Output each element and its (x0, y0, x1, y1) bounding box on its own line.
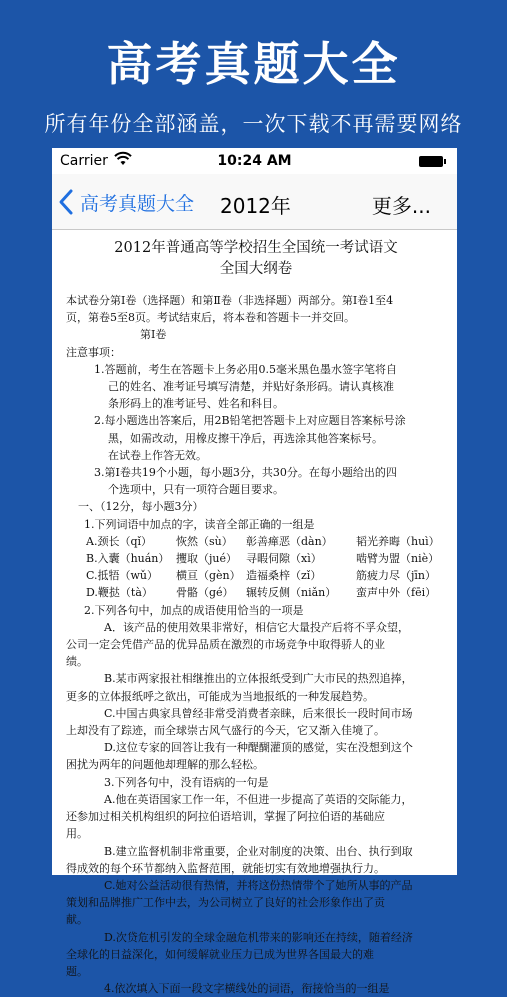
option-text: 攫取（jué） (176, 552, 238, 566)
back-button[interactable] (58, 184, 194, 220)
option-text: 寻暇伺隙（xì） (246, 552, 322, 566)
option-text: 彰善瘅恶（dàn） (246, 534, 333, 548)
document-line: C.她对公益活动很有热情，并将这份热情带个了她所从事的产品 (104, 878, 413, 892)
document-line: 己的姓名、准考证号填写清楚，并贴好条形码。请认真核准 (108, 380, 394, 394)
document-line: 第Ⅰ卷 (140, 328, 167, 342)
document-line: 注意事项： (66, 345, 121, 359)
document-line: 1.答题前，考生在答题卡上务必用0.5毫米黑色墨水签字笔将自 (94, 362, 397, 376)
option-text: 横亘（gèn） (176, 569, 241, 583)
document-line: 一、（12分，每小题3分） (78, 500, 204, 514)
document-line: 全球化的日益深化，如何缓解就业压力已成为世界各国最大的难 (66, 947, 374, 961)
option-text: 筋疲力尽（jīn） (356, 569, 437, 583)
document-line: 题。 (66, 964, 88, 978)
document-line: 4.依次填入下面一段文字横线处的词语，衔接恰当的一组是 (104, 982, 390, 996)
option-text: 辗转反侧（niǎn） (246, 586, 337, 600)
document-line: 用。 (66, 827, 88, 841)
document-line: 2.每小题选出答案后，用2B铅笔把答题卡上对应题目答案标号涂 (94, 414, 406, 428)
document-line: 策划和品牌推广工作中去，为公司树立了良好的社会形象作出了贡 (66, 896, 385, 910)
document-line: 本试卷分第Ⅰ卷（选择题）和第Ⅱ卷（非选择题）两部分。第Ⅰ卷1至4 (66, 294, 394, 307)
option-row (66, 533, 446, 550)
document-line: 还参加过相关机构组织的阿拉伯语培训，掌握了阿拉伯语的基础应 (66, 810, 385, 824)
document-line: B.某市两家报社相继推出的立体报纸受到广大市民的热烈追捧， (104, 672, 413, 686)
option-text: 啮臂为盟（niè） (356, 552, 440, 566)
document-line: 困扰为两年的问题他却理解的那么轻松。 (66, 758, 264, 772)
option-text: C.抵牾（wǔ） (86, 569, 159, 583)
option-text: 恢然（sù） (176, 534, 233, 548)
phone-screen (52, 148, 457, 996)
chevron-left-icon (58, 189, 74, 215)
document-line: 得成效的每个环节都纳入监督范围，就能切实有效地增强执行力。 (66, 861, 385, 875)
option-row (66, 550, 446, 567)
document-line: D.这位专家的回答让我有一种醍醐灌顶的感觉，实在没想到这个 (104, 741, 413, 755)
more-button[interactable]: 更多... (371, 194, 431, 218)
carrier-label: Carrier (60, 153, 108, 169)
document-title: 2012年普通高等学校招生全国统一考试语文 (114, 240, 398, 256)
option-text: A.颈长（qǐ） (86, 534, 152, 548)
document-line: 黑，如需改动，用橡皮擦干净后，再选涂其他答案标号。 (108, 431, 383, 445)
option-text: 造福桑梓（zǐ） (246, 569, 322, 583)
document-line: A.他在英语国家工作一年，不但进一步提高了英语的交际能力， (104, 792, 413, 806)
document-line: 献。 (66, 913, 88, 927)
option-text: D.鞭挞（tà） (86, 586, 153, 600)
option-text: 骨骼（gé） (176, 586, 234, 600)
document-line: B.建立监督机制非常重要，企业对制度的决策、出台、执行到取 (104, 844, 413, 858)
document-line: 2.下列各句中，加点的成语使用恰当的一项是 (84, 603, 304, 617)
document-line: 更多的立体报纸呼之欲出，可能成为当地报纸的一种发展趋势。 (66, 689, 374, 703)
document-line: 绩。 (66, 655, 88, 669)
nav-title: 2012年 (220, 194, 291, 218)
back-button-label: 高考真题大全 (80, 192, 195, 215)
document-line: 个选项中，只有一项符合题目要求。 (108, 483, 284, 497)
document-line: A．该产品的使用效果非常好，相信它大量投产后将不孚众望， (104, 620, 409, 634)
document-line: C.中国古典家具曾经非常受消费者亲睐，后来很长一段时间市场 (104, 706, 413, 720)
document-line: 页，第卷5至8页。考试结束后，将本卷和答题卡一并交回。 (66, 311, 355, 325)
option-text: 韬光养晦（huì） (356, 534, 440, 548)
status-time: 10:24 AM (217, 153, 292, 169)
document-line: 1.下列词语中加点的字，读音全部正确的一组是 (84, 517, 315, 531)
document-subtitle: 全国大纲卷 (219, 261, 293, 277)
document-line: 条形码上的准考证号、姓名和科目。 (108, 397, 284, 411)
promo-title: 高考真题大全 (106, 37, 401, 91)
navigation-bar (52, 174, 457, 230)
document-line: D.次贷危机引发的全球金融危机带来的影响还在持续，随着经济 (104, 930, 413, 944)
document-line: 3.第Ⅰ卷共19个小题，每小题3分，共30分。在每小题给出的四 (94, 466, 397, 480)
option-row (66, 567, 446, 584)
battery-icon (419, 156, 443, 167)
document-line: 上却没有了踪迹，而全球崇古风气盛行的今天，它又渐入佳境了。 (66, 724, 385, 738)
document-line: 公司一定会凭借产品的优异品质在激烈的市场竞争中取得骄人的业 (66, 638, 385, 652)
document-line: 3.下列各句中，没有语病的一句是 (104, 775, 269, 789)
promo-subtitle: 所有年份全部涵盖，一次下载不再需要网络 (44, 112, 463, 136)
option-text: 蛮声中外（fēi） (356, 586, 437, 600)
document-line: 在试卷上作答无效。 (108, 448, 207, 462)
status-bar (52, 148, 457, 174)
option-text: B.入囊（huán） (86, 552, 170, 566)
option-row (66, 584, 446, 601)
exam-document (66, 238, 446, 997)
